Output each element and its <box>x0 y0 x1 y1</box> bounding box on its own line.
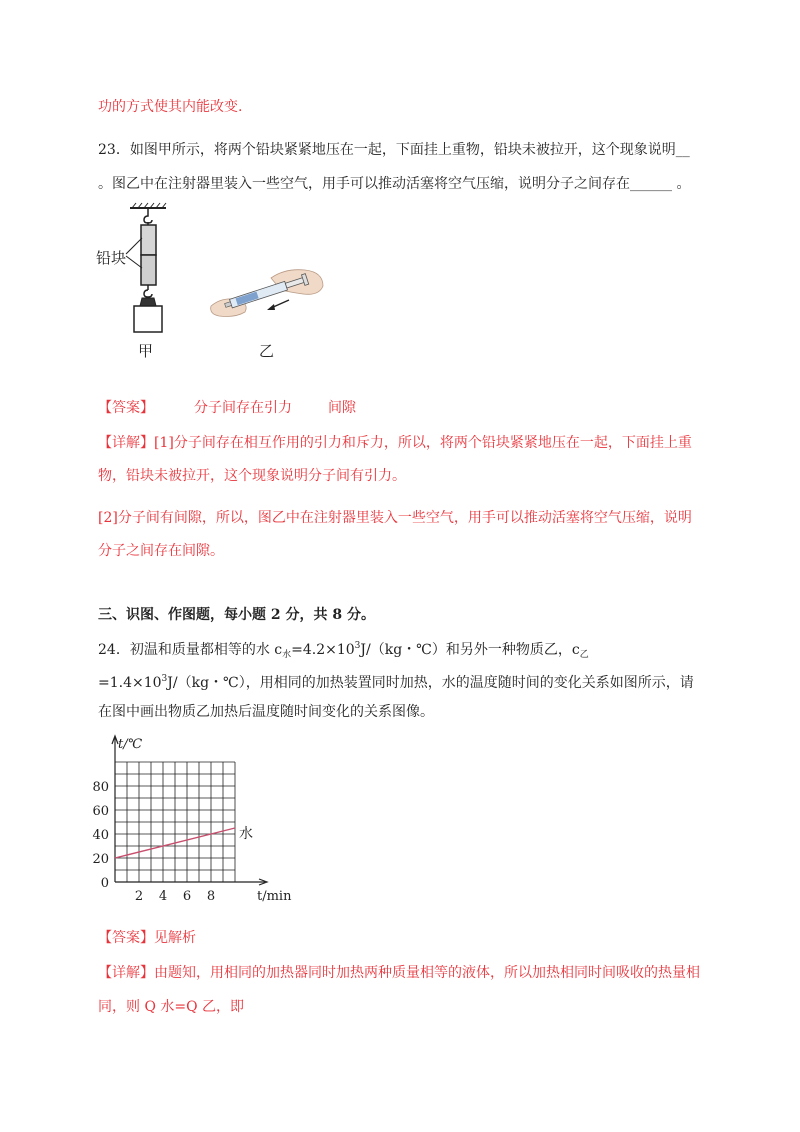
x-axis-label: t/min <box>257 889 292 904</box>
temperature-time-chart <box>88 728 292 904</box>
q23-answer-2: 间隙 <box>328 400 356 416</box>
q24-answer: 见解析 <box>154 930 196 946</box>
y-tick-label: 20 <box>92 852 109 867</box>
q23-detail-line4: 分子之间存在间隙。 <box>98 543 224 559</box>
q23-detail-line2: 物，铅块未被拉开，这个现象说明分子间有引力。 <box>98 468 406 484</box>
y-tick-label: 60 <box>92 804 109 819</box>
answer-tag: 【答案】 <box>98 400 154 416</box>
figure-syringe <box>205 262 330 322</box>
section-heading: 三、识图、作图题，每小题 2 分，共 8 分。 <box>98 607 375 623</box>
prev-answer-tail: 功的方式使其内能改变. <box>98 99 243 115</box>
q24-detail-line2: 同，则 Q 水=Q 乙，即 <box>98 999 245 1015</box>
q23-answer-1: 分子间存在引力 <box>194 400 292 416</box>
q23-text-line1: 23．如图甲所示，将两个铅块紧紧地压在一起，下面挂上重物，铅块未被拉开，这个现象说明__ <box>98 142 690 158</box>
q24-text-line3: 在图中画出物质乙加热后温度随时间变化的关系图像。 <box>98 704 434 720</box>
q24-text-line2: $=1.4\times 10^3J/(kg$・℃），用相同的加热装置同时加热，水的温度随时间的变化关系如图所示，请 <box>98 674 694 691</box>
q23-detail-line1: 【详解】[1]分子间存在相互作用的引力和斥力，所以，将两个铅块紧紧地压在一起，下面挂上重 <box>98 435 692 451</box>
q24-text-line1: 24．初温和质量都相等的水 $c_水=4.2\times 10^3J/(kg$・℃）和另外一种物质乙，$c_乙$ <box>98 641 589 660</box>
figure-yi-label: 乙 <box>259 342 275 360</box>
x-tick-label: 2 <box>134 889 144 904</box>
y-tick-label: 80 <box>92 780 109 795</box>
x-tick-label: 4 <box>158 889 168 904</box>
y-tick-label: 40 <box>92 828 109 843</box>
q24-answer-line <box>98 928 196 948</box>
figure-lead-blocks <box>90 198 190 363</box>
answer-tag: 【答案】 <box>98 930 154 946</box>
q23-answer-line <box>98 398 356 418</box>
y-tick-label: 0 <box>100 876 109 891</box>
x-tick-label: 6 <box>182 889 192 904</box>
detail-tag: 【详解】 <box>98 965 154 981</box>
y-axis-label: t/℃ <box>118 737 143 752</box>
series-label-water: 水 <box>239 826 253 842</box>
x-tick-label: 8 <box>206 889 216 904</box>
q24-detail-line1: 【详解】由题知，用相同的加热器同时加热两种质量相等的液体，所以加热相同时间吸收的热量相 <box>98 965 700 981</box>
q23-text-line2: 。图乙中在注射器里装入一些空气，用手可以推动活塞将空气压缩，说明分子之间存在______ 。 <box>98 176 691 192</box>
lead-block-label: 铅块 <box>96 249 127 267</box>
figure-jia-label: 甲 <box>138 342 154 360</box>
q23-detail-line3: [2]分子间有间隙，所以，图乙中在注射器里装入一些空气，用手可以推动活塞将空气压缩，说明 <box>98 510 692 526</box>
detail-tag: 【详解】 <box>98 435 154 451</box>
